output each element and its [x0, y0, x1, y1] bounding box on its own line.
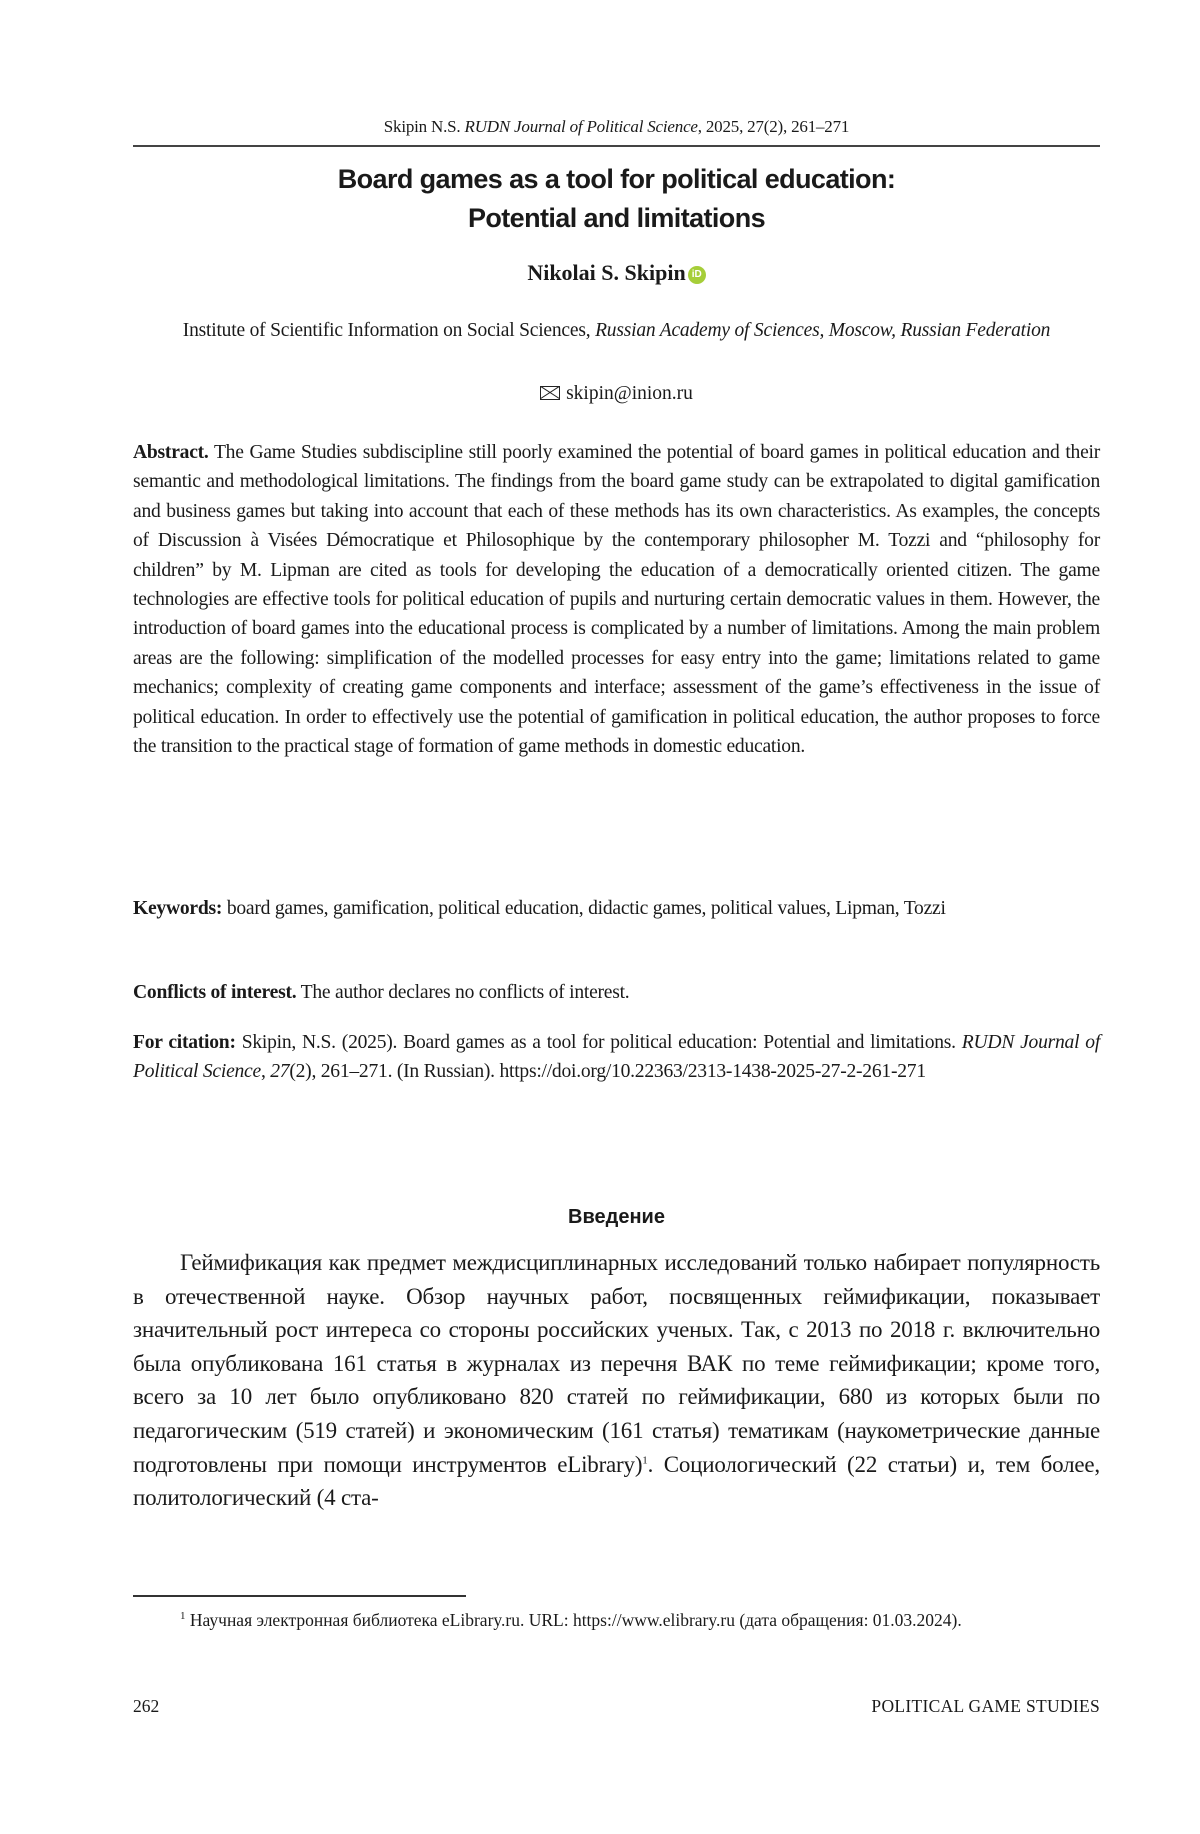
citation-sep: ,: [260, 1061, 271, 1083]
citation-journal: RUDN Journal of Political Science: [133, 1032, 1101, 1083]
footnote-reference[interactable]: 1: [642, 1453, 648, 1466]
citation: [133, 1028, 1100, 1087]
author-line: [133, 260, 1100, 286]
keywords-text: board games, gamification, political education, didactic games, political values, Lipman, Tozzi: [222, 898, 946, 919]
introduction-text: Геймификация как предмет междисциплинарных исследований только набирает популярность в отечественной науке. Обзор научных работ, посвященных геймификации, показывает значительный рост интереса со стороны российских ученых. Так, с 2013 по 2018 г. включительно была опубликована 161 статья в журналах из перечня ВАК по теме геймификации; кроме того, всего за 10 лет было опубликовано 820 статей по геймификации, 680 из которых были по педагогическим (519 статей) и экономическим (161 статья) тематикам (наукометрические данные подготовлены при помощи инструментов eLibrary): [133, 1250, 1100, 1477]
running-head-author: Skipin N.S.: [383, 117, 461, 136]
citation-text-before: Skipin, N.S. (2025). Board games as a tool for political education: Potential and limitations.: [235, 1032, 962, 1053]
author-name: Nikolai S. Skipin: [527, 260, 686, 285]
header-rule: [133, 145, 1100, 147]
footnote-rule: [133, 1595, 466, 1597]
keywords-label: Keywords:: [133, 898, 223, 919]
article-title: [133, 160, 1100, 238]
introduction-paragraph: [133, 1246, 1100, 1515]
conflicts-of-interest: [133, 978, 1100, 1007]
running-head-details: , 2025, 27(2), 261–271: [697, 117, 850, 136]
email-link[interactable]: skipin@inion.ru: [566, 383, 693, 404]
citation-text-after: (2), 261–271. (In Russian). https://doi.org/10.22363/2313-1438-2025-27-2-261-271: [289, 1061, 926, 1083]
title-line-2: Potential and limitations: [467, 203, 766, 233]
footnote-text: Научная электронная библиотека eLibrary.ru. URL: https://www.elibrary.ru (дата обращения: 01.03.2024).: [185, 1610, 962, 1630]
introduction-text-continued: . Социологический (22 статьи) и, тем более, политологический (4 ста-: [133, 1451, 1100, 1511]
affiliation-institute: Institute of Scientific Information on Social Sciences,: [182, 320, 596, 341]
running-head-journal: RUDN Journal of Political Science: [464, 117, 698, 136]
running-head: [133, 117, 1100, 137]
section-heading-introduction: Введение: [568, 1206, 665, 1228]
affiliation-academy: Russian Academy of Sciences, Moscow, Russian Federation: [595, 320, 1051, 341]
footnote: [133, 1607, 1100, 1634]
conflicts-label: Conflicts of interest.: [133, 982, 297, 1003]
citation-volume: 27: [270, 1061, 290, 1083]
keywords: [133, 894, 1100, 923]
affiliation: [150, 316, 1083, 345]
title-line-1: Board games as a tool for political education:: [337, 164, 896, 194]
abstract-label: Abstract.: [133, 442, 209, 463]
citation-label: For citation:: [133, 1032, 236, 1053]
abstract: [133, 438, 1100, 761]
author-email: [133, 383, 1100, 405]
conflicts-text: The author declares no conflicts of interest.: [296, 982, 630, 1003]
page-number: 262: [133, 1696, 160, 1716]
journal-section-title: POLITICAL GAME STUDIES: [871, 1696, 1100, 1716]
mail-icon: [540, 386, 560, 400]
footnote-number: 1: [180, 1610, 186, 1623]
abstract-text: The Game Studies subdiscipline still poorly examined the potential of board games in political education and their semantic and methodological limitations. The findings from the board game study can be extrapolated to digital gamification and business games but taking into account that each of these methods has its own characteristics. As examples, the concepts of Discussion à Visées Démocratique et Philosophique by the contemporary philosopher M. Tozzi and “philosophy for children” by M. Lipman are cited as tools for developing the education of a democratically oriented citizen. The game technologies are effective tools for political education of pupils and nurturing certain democratic values in them. However, the introduction of board games into the educational process is complicated by a number of limitations. Among the main problem areas are the following: simplification of the modelled processes for easy entry into the game; limitations related to game mechanics; complexity of creating game components and interface; assessment of the game’s effectiveness in the issue of political education. In order to effectively use the potential of gamification in political education, the author proposes to force the transition to the practical stage of formation of game methods in domestic education.: [133, 442, 1100, 758]
orcid-icon[interactable]: iD: [688, 266, 706, 284]
